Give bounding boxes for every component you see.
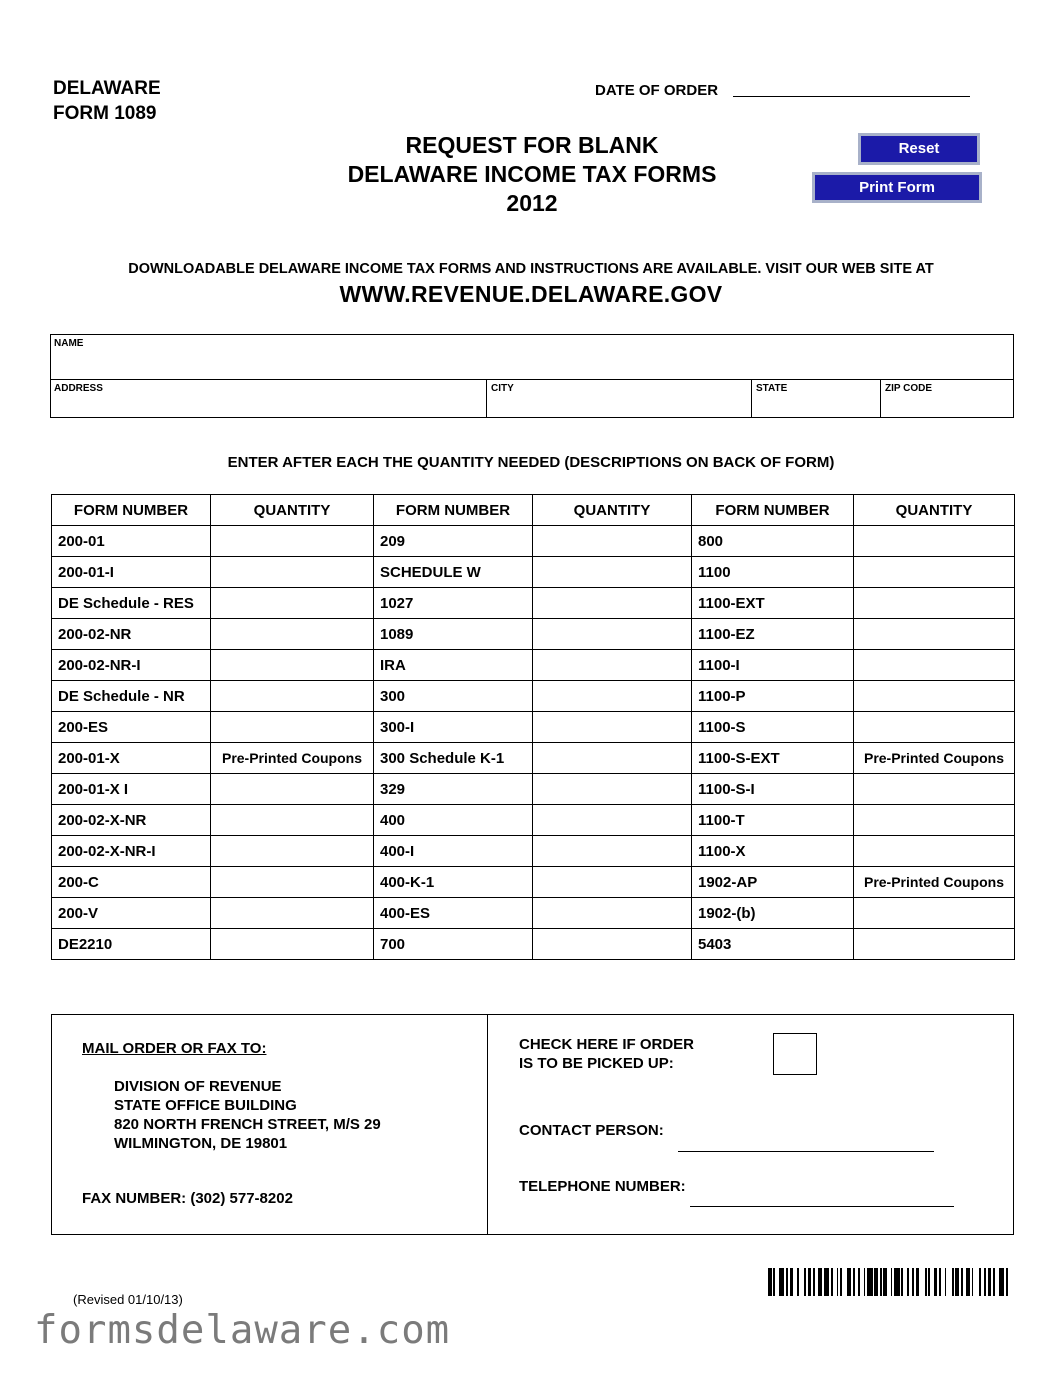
divider bbox=[751, 379, 752, 417]
column-header: FORM NUMBER bbox=[374, 495, 533, 526]
pickup-label-line: CHECK HERE IF ORDER bbox=[519, 1036, 695, 1053]
table-row bbox=[52, 526, 1015, 557]
form-number-cell: DE2210 bbox=[52, 929, 211, 960]
form-number-cell: 1100-S-EXT bbox=[692, 743, 854, 774]
quantity-cell[interactable] bbox=[211, 836, 374, 867]
form-number-cell: 1100-T bbox=[692, 805, 854, 836]
form-number-cell: 1902-AP bbox=[692, 867, 854, 898]
table-row bbox=[52, 805, 1015, 836]
title-line-3: 2012 bbox=[506, 190, 558, 216]
address-line: STATE OFFICE BUILDING bbox=[114, 1097, 297, 1114]
quantity-cell[interactable] bbox=[533, 712, 692, 743]
form-number-cell: 200-02-X-NR-I bbox=[52, 836, 211, 867]
divider bbox=[487, 1015, 488, 1234]
telephone-field[interactable] bbox=[690, 1192, 954, 1207]
title-line-2: DELAWARE INCOME TAX FORMS bbox=[347, 161, 717, 187]
column-header: QUANTITY bbox=[211, 495, 374, 526]
form-number-cell: 200-01-X bbox=[52, 743, 211, 774]
divider bbox=[51, 379, 1013, 380]
form-id: FORM 1089 bbox=[53, 103, 157, 124]
quantity-cell[interactable] bbox=[211, 929, 374, 960]
form-number-cell: 400 bbox=[374, 805, 533, 836]
quantity-cell[interactable] bbox=[854, 805, 1015, 836]
form-number-cell: 300 Schedule K-1 bbox=[374, 743, 533, 774]
quantity-cell[interactable] bbox=[533, 743, 692, 774]
form-number-cell: 1100-EZ bbox=[692, 619, 854, 650]
download-notice: DOWNLOADABLE DELAWARE INCOME TAX FORMS AND INSTRUCTIONS ARE AVAILABLE. VISIT OUR WEB SITE AT bbox=[128, 261, 934, 277]
form-number-cell: 300-I bbox=[374, 712, 533, 743]
form-number-cell: 800 bbox=[692, 526, 854, 557]
quantity-cell[interactable] bbox=[533, 557, 692, 588]
divider bbox=[880, 379, 881, 417]
quantity-cell[interactable] bbox=[854, 650, 1015, 681]
quantity-cell[interactable] bbox=[211, 619, 374, 650]
address-field-label: ADDRESS bbox=[54, 383, 103, 394]
column-header: QUANTITY bbox=[854, 495, 1015, 526]
quantity-cell[interactable] bbox=[211, 650, 374, 681]
contact-person-label: CONTACT PERSON: bbox=[519, 1122, 664, 1139]
fax-number: FAX NUMBER: (302) 577-8202 bbox=[82, 1190, 293, 1207]
table-row bbox=[52, 619, 1015, 650]
table-row bbox=[52, 929, 1015, 960]
quantity-cell[interactable] bbox=[854, 898, 1015, 929]
form-number-cell: 209 bbox=[374, 526, 533, 557]
quantity-instruction: ENTER AFTER EACH THE QUANTITY NEEDED (DESCRIPTIONS ON BACK OF FORM) bbox=[227, 454, 835, 471]
quantity-cell[interactable] bbox=[533, 619, 692, 650]
state-name: DELAWARE bbox=[53, 78, 161, 99]
address-line: 820 NORTH FRENCH STREET, M/S 29 bbox=[114, 1116, 381, 1133]
form-number-cell: 1100 bbox=[692, 557, 854, 588]
form-number-cell: 1100-I bbox=[692, 650, 854, 681]
form-number-cell: 700 bbox=[374, 929, 533, 960]
form-number-cell: 300 bbox=[374, 681, 533, 712]
form-number-cell: 1027 bbox=[374, 588, 533, 619]
form-number-cell: IRA bbox=[374, 650, 533, 681]
revision-date: (Revised 01/10/13) bbox=[73, 1292, 183, 1307]
address-line: WILMINGTON, DE 19801 bbox=[114, 1135, 288, 1152]
form-number-cell: 329 bbox=[374, 774, 533, 805]
forms-quantity-table bbox=[51, 494, 1015, 960]
quantity-cell[interactable] bbox=[533, 805, 692, 836]
zip-field[interactable] bbox=[885, 395, 1009, 415]
quantity-cell[interactable] bbox=[533, 650, 692, 681]
form-number-cell: 1089 bbox=[374, 619, 533, 650]
mail-order-heading: MAIL ORDER OR FAX TO: bbox=[82, 1040, 267, 1057]
quantity-cell[interactable] bbox=[854, 836, 1015, 867]
quantity-cell[interactable] bbox=[211, 681, 374, 712]
address-field[interactable] bbox=[54, 395, 482, 415]
state-field[interactable] bbox=[756, 395, 876, 415]
table-row bbox=[52, 650, 1015, 681]
quantity-cell[interactable] bbox=[533, 681, 692, 712]
quantity-cell[interactable] bbox=[533, 898, 692, 929]
form-number-cell: 200-02-X-NR bbox=[52, 805, 211, 836]
table-row bbox=[52, 867, 1015, 898]
column-header: FORM NUMBER bbox=[692, 495, 854, 526]
table-row bbox=[52, 588, 1015, 619]
form-number-cell: SCHEDULE W bbox=[374, 557, 533, 588]
pickup-checkbox[interactable] bbox=[773, 1033, 817, 1075]
form-number-cell: 1100-X bbox=[692, 836, 854, 867]
quantity-cell[interactable] bbox=[211, 774, 374, 805]
quantity-cell[interactable] bbox=[854, 526, 1015, 557]
form-number-cell: 200-01 bbox=[52, 526, 211, 557]
name-field-label: NAME bbox=[54, 338, 84, 349]
quantity-cell[interactable]: Pre-Printed Coupons bbox=[211, 743, 374, 774]
form-number-cell: 400-ES bbox=[374, 898, 533, 929]
column-header: QUANTITY bbox=[533, 495, 692, 526]
date-of-order-label: DATE OF ORDER bbox=[595, 82, 719, 99]
table-row bbox=[52, 712, 1015, 743]
address-line: DIVISION OF REVENUE bbox=[114, 1078, 282, 1095]
form-number-cell: 1902-(b) bbox=[692, 898, 854, 929]
quantity-cell[interactable] bbox=[854, 588, 1015, 619]
quantity-cell[interactable] bbox=[211, 712, 374, 743]
reset-button[interactable]: Reset bbox=[858, 133, 980, 165]
quantity-cell[interactable] bbox=[533, 526, 692, 557]
table-row bbox=[52, 836, 1015, 867]
quantity-cell[interactable] bbox=[211, 526, 374, 557]
column-header: FORM NUMBER bbox=[52, 495, 211, 526]
quantity-cell[interactable] bbox=[854, 681, 1015, 712]
quantity-cell[interactable] bbox=[211, 557, 374, 588]
mailing-address bbox=[114, 1077, 381, 1153]
quantity-cell[interactable]: Pre-Printed Coupons bbox=[854, 867, 1015, 898]
watermark: formsdelaware.com bbox=[34, 1308, 451, 1353]
form-number-cell: 200-01-I bbox=[52, 557, 211, 588]
zip-field-label: ZIP CODE bbox=[885, 383, 933, 394]
form-number-cell: 400-K-1 bbox=[374, 867, 533, 898]
form-header bbox=[53, 76, 161, 126]
quantity-cell[interactable] bbox=[854, 712, 1015, 743]
form-number-cell: 200-C bbox=[52, 867, 211, 898]
website-url: WWW.REVENUE.DELAWARE.GOV bbox=[339, 281, 723, 307]
table-header-row bbox=[52, 495, 1015, 526]
form-number-cell: 200-02-NR-I bbox=[52, 650, 211, 681]
contact-person-field[interactable] bbox=[678, 1137, 934, 1152]
table-row bbox=[52, 898, 1015, 929]
table-row bbox=[52, 774, 1015, 805]
name-field[interactable] bbox=[54, 351, 1009, 377]
form-number-cell: DE Schedule - NR bbox=[52, 681, 211, 712]
quantity-cell[interactable] bbox=[854, 929, 1015, 960]
form-number-cell: DE Schedule - RES bbox=[52, 588, 211, 619]
date-of-order-field[interactable] bbox=[733, 96, 970, 97]
quantity-cell[interactable] bbox=[211, 588, 374, 619]
form-number-cell: 200-01-X I bbox=[52, 774, 211, 805]
quantity-cell[interactable] bbox=[211, 805, 374, 836]
title-line-1: REQUEST FOR BLANK bbox=[405, 132, 659, 158]
telephone-label: TELEPHONE NUMBER: bbox=[519, 1178, 686, 1195]
quantity-cell[interactable] bbox=[211, 898, 374, 929]
form-number-cell: 1100-S-I bbox=[692, 774, 854, 805]
pickup-label-line: IS TO BE PICKED UP: bbox=[519, 1055, 674, 1072]
form-number-cell: 200-V bbox=[52, 898, 211, 929]
quantity-cell[interactable]: Pre-Printed Coupons bbox=[854, 743, 1015, 774]
quantity-cell[interactable] bbox=[533, 929, 692, 960]
quantity-cell[interactable] bbox=[854, 619, 1015, 650]
form-number-cell: 1100-P bbox=[692, 681, 854, 712]
table-row bbox=[52, 557, 1015, 588]
divider bbox=[486, 379, 487, 417]
pickup-label bbox=[519, 1035, 694, 1073]
form-number-cell: 200-ES bbox=[52, 712, 211, 743]
contact-info-box bbox=[50, 334, 1014, 418]
form-number-cell: 5403 bbox=[692, 929, 854, 960]
quantity-cell[interactable] bbox=[533, 867, 692, 898]
barcode bbox=[768, 1268, 1012, 1296]
form-number-cell: 1100-EXT bbox=[692, 588, 854, 619]
table-row bbox=[52, 743, 1015, 774]
quantity-cell[interactable] bbox=[533, 836, 692, 867]
form-number-cell: 400-I bbox=[374, 836, 533, 867]
quantity-cell[interactable] bbox=[854, 557, 1015, 588]
quantity-cell[interactable] bbox=[211, 867, 374, 898]
quantity-cell[interactable] bbox=[533, 774, 692, 805]
quantity-cell[interactable] bbox=[533, 588, 692, 619]
table-row bbox=[52, 681, 1015, 712]
page-title bbox=[290, 131, 774, 218]
city-field-label: CITY bbox=[491, 383, 514, 394]
quantity-cell[interactable] bbox=[854, 774, 1015, 805]
form-number-cell: 200-02-NR bbox=[52, 619, 211, 650]
form-number-cell: 1100-S bbox=[692, 712, 854, 743]
print-form-button[interactable]: Print Form bbox=[812, 172, 982, 203]
city-field[interactable] bbox=[491, 395, 747, 415]
barcode-bar bbox=[1008, 1268, 1012, 1296]
state-field-label: STATE bbox=[756, 383, 788, 394]
